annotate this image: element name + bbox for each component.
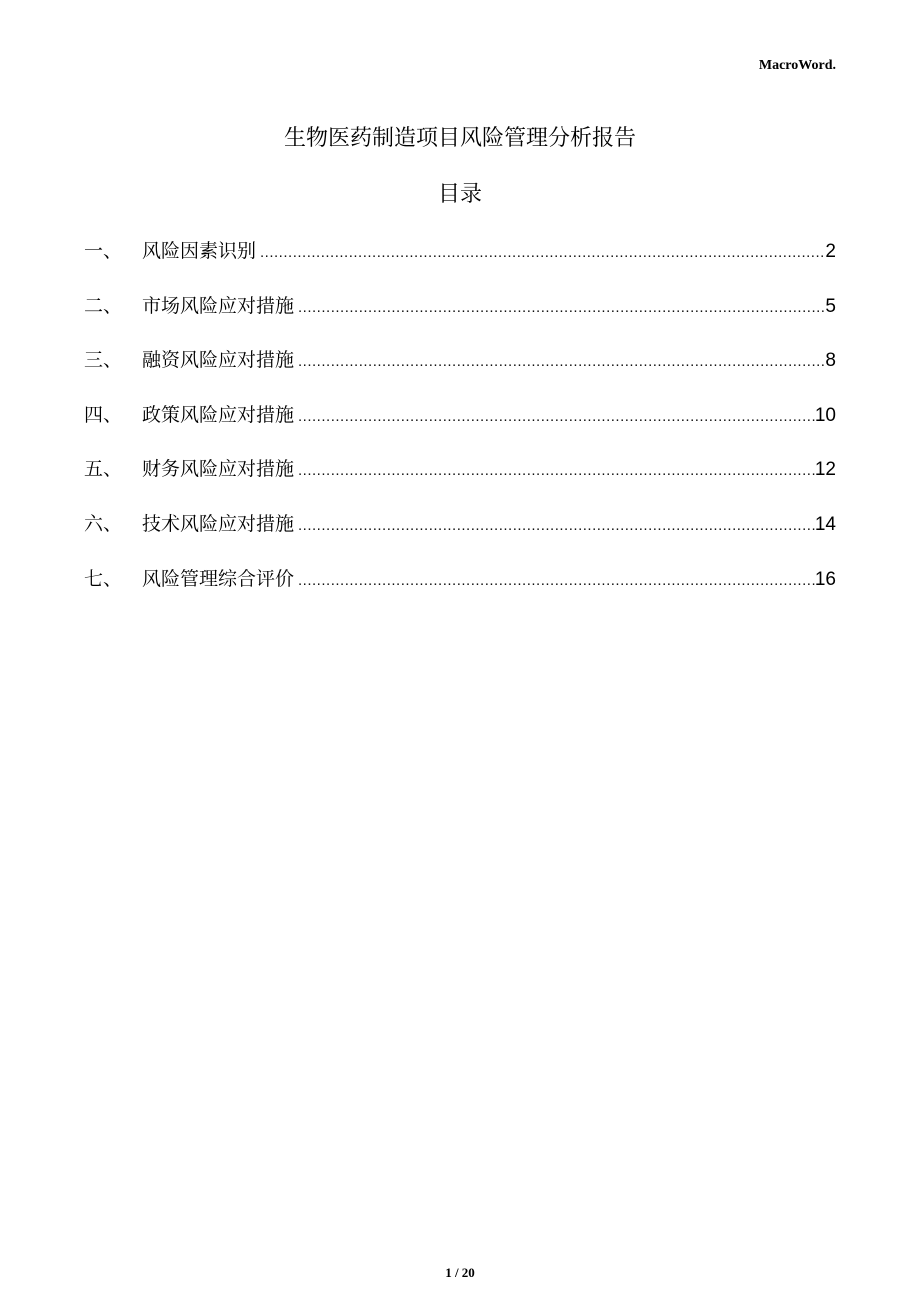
toc-entry-5[interactable] <box>84 454 836 509</box>
dot-leader <box>298 293 825 323</box>
toc-entry-label[interactable]: 融资风险应对措施 <box>142 349 295 372</box>
toc-entry-page[interactable]: 2 <box>825 241 836 262</box>
toc-entry-label[interactable]: 风险管理综合评价 <box>142 567 295 590</box>
toc-entry-3[interactable] <box>84 345 836 400</box>
page-indicator: 1 / 20 <box>445 1265 475 1280</box>
toc-entry-number: 五、 <box>84 458 123 481</box>
header-brand: MacroWord. <box>758 58 836 73</box>
toc-entry-number: 四、 <box>84 403 123 426</box>
toc-entry-number: 三、 <box>84 349 123 372</box>
toc-entry-page[interactable]: 10 <box>814 404 836 426</box>
toc-entry-page[interactable]: 5 <box>825 295 836 317</box>
dot-leader <box>260 238 825 268</box>
toc-entry-6[interactable] <box>84 509 836 564</box>
toc-entry-number: 七、 <box>84 567 123 590</box>
toc-entry-label[interactable]: 财务风险应对措施 <box>142 458 295 481</box>
toc-entry-number: 一、 <box>84 240 123 262</box>
toc-entry-label[interactable]: 市场风险应对措施 <box>142 294 295 317</box>
document-title: 生物医药制造项目风险管理分析报告 <box>283 126 636 151</box>
toc-entry-label[interactable]: 政策风险应对措施 <box>142 403 295 426</box>
table-of-contents <box>84 236 836 618</box>
dot-leader <box>298 347 825 377</box>
toc-entry-label[interactable]: 风险因素识别 <box>142 240 257 262</box>
toc-entry-1[interactable] <box>84 236 836 291</box>
toc-entry-2[interactable] <box>84 291 836 346</box>
toc-entry-page[interactable]: 12 <box>814 459 836 481</box>
toc-entry-label[interactable]: 技术风险应对措施 <box>142 512 295 535</box>
toc-entry-7[interactable] <box>84 564 836 619</box>
toc-entry-page[interactable]: 14 <box>814 513 836 535</box>
dot-leader <box>298 511 815 541</box>
dot-leader <box>298 402 815 432</box>
toc-entry-page[interactable]: 16 <box>814 568 836 590</box>
toc-entry-number: 六、 <box>84 512 123 535</box>
toc-entry-4[interactable] <box>84 400 836 455</box>
toc-entry-number: 二、 <box>84 294 123 317</box>
toc-entry-page[interactable]: 8 <box>825 350 836 372</box>
toc-heading: 目录 <box>437 182 482 207</box>
dot-leader <box>298 566 815 596</box>
dot-leader <box>298 456 815 486</box>
